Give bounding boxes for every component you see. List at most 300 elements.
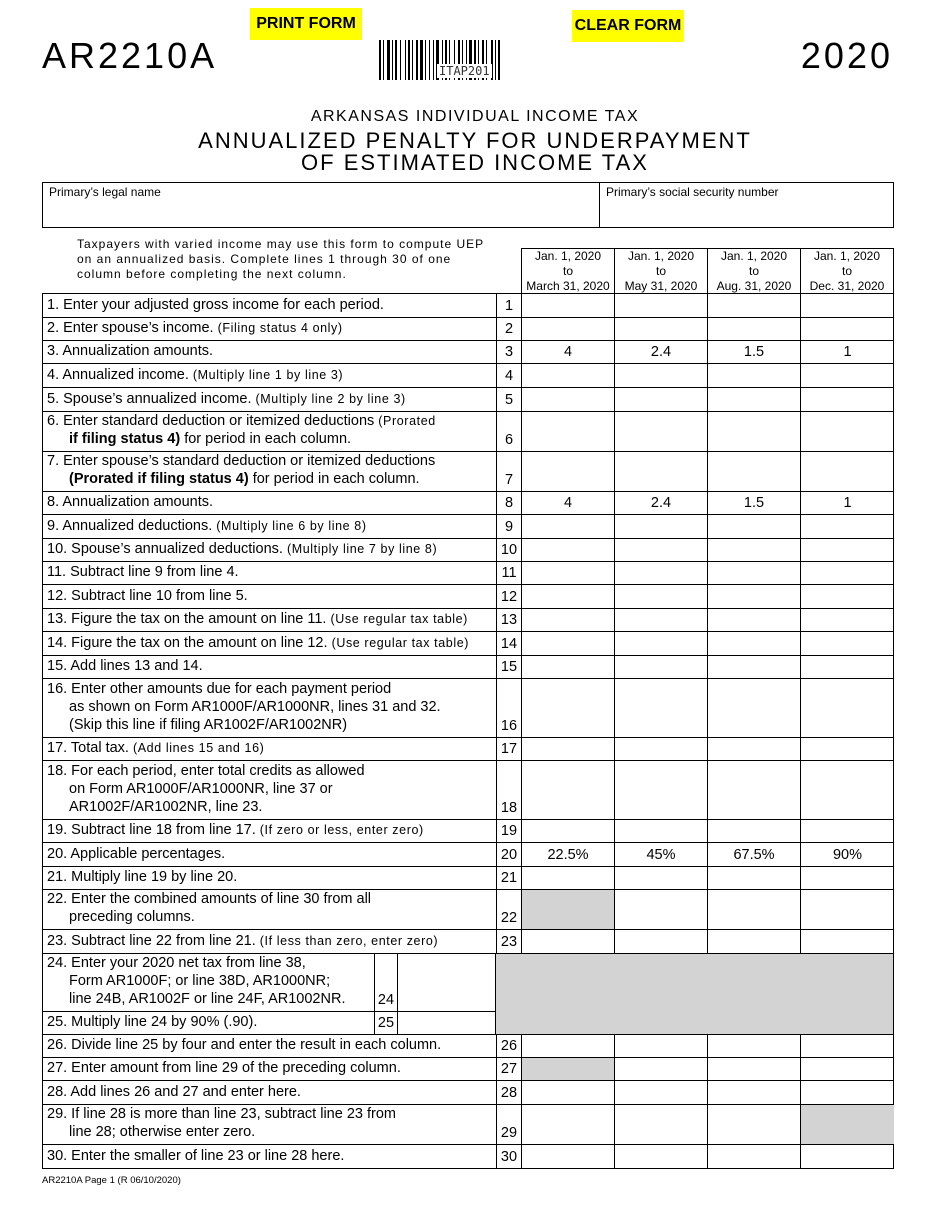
line-21-col-4-cell[interactable] (801, 867, 894, 889)
line-15-col-3-cell[interactable] (708, 656, 801, 678)
table-row (43, 656, 893, 679)
line-label (43, 954, 374, 1011)
line-text: 23. Subtract line 22 from line 21. (47, 933, 256, 949)
line-number-text: 23 (500, 934, 518, 950)
line-label (43, 585, 496, 608)
line-9-col-2-cell[interactable] (615, 515, 708, 538)
line-number-text: 26 (500, 1038, 518, 1054)
line-11-col-2-cell[interactable] (615, 562, 708, 584)
line-label (43, 1145, 496, 1168)
line-1-col-2-cell[interactable] (615, 294, 708, 317)
line-number (496, 341, 522, 363)
line-13-col-2-cell[interactable] (615, 609, 708, 631)
line-15-col-4-cell[interactable] (801, 656, 894, 678)
line-text: for period in each column. (248, 471, 420, 487)
line-27-col-4-cell[interactable] (801, 1058, 894, 1080)
line-5-col-2-cell[interactable] (615, 388, 708, 411)
line-16-col-2-cell[interactable] (615, 679, 708, 737)
line-text: 13. Figure the tax on the amount on line 11. (47, 611, 327, 627)
line-number-text: 18 (500, 800, 518, 816)
line-19-col-4-cell[interactable] (801, 820, 894, 842)
line-text: (Multiply line 7 by line 8) (286, 542, 438, 556)
line-30-col-4-cell[interactable] (801, 1145, 894, 1168)
line-21-col-3-cell[interactable] (708, 867, 801, 889)
line-4-col-1-cell[interactable] (522, 364, 615, 387)
line-number-text: 11 (501, 565, 517, 581)
line-number (496, 843, 522, 866)
line-14-col-1-cell[interactable] (522, 632, 615, 655)
line-text: 16. Enter other amounts due for each payment period (47, 681, 392, 697)
instructions: Taxpayers with varied income may use this form to compute UEP on an annualized basis. Complete lines 1 through 30 of one column before completing the next column. (77, 237, 484, 281)
line-number (496, 388, 522, 411)
table-row (43, 388, 893, 412)
line-13-col-1-cell[interactable] (522, 609, 615, 631)
line-7-col-2-cell[interactable] (615, 452, 708, 491)
cell-value: 90% (832, 847, 863, 863)
line-label (43, 761, 496, 819)
table-row (43, 867, 893, 890)
line-1-col-3-cell[interactable] (708, 294, 801, 317)
line-20-col-1-cell (522, 843, 615, 866)
line-text: 1. Enter your adjusted gross income for each period. (47, 297, 384, 313)
table-row (43, 738, 893, 761)
line-label (43, 539, 496, 561)
line-28-col-2-cell[interactable] (615, 1081, 708, 1104)
line-text: 21. Multiply line 19 by line 20. (47, 869, 238, 885)
line-22-col-4-cell[interactable] (801, 890, 894, 929)
line-number (496, 867, 522, 889)
line-28-col-1-cell[interactable] (522, 1081, 615, 1104)
line-26-col-4-cell[interactable] (801, 1035, 894, 1057)
line-22-col-3-cell[interactable] (708, 890, 801, 929)
line-number-text: 6 (504, 432, 514, 448)
line-text: (Filing status 4 only) (217, 321, 343, 335)
line-number-text: 27 (500, 1061, 518, 1077)
line-text: (Multiply line 6 by line 8) (216, 519, 367, 533)
period-column-header (800, 248, 894, 293)
barcode-text: ITAP201 (439, 64, 490, 78)
table-row (43, 492, 893, 515)
line-17-col-4-cell[interactable] (801, 738, 894, 760)
line-12-col-2-cell[interactable] (615, 585, 708, 608)
title-line-3: OF ESTIMATED INCOME TAX (301, 150, 649, 175)
line-16-col-3-cell[interactable] (708, 679, 801, 737)
line-text: 25. Multiply line 24 by 90% (.90). (47, 1014, 258, 1030)
line-29-col-4-cell (801, 1105, 894, 1144)
line-label (43, 632, 496, 655)
period-column-header (521, 248, 615, 293)
line-number (496, 679, 522, 737)
line-text: (Use regular tax table) (330, 612, 468, 626)
line-text: 3. Annualization amounts. (47, 343, 214, 359)
line-label (43, 452, 496, 491)
line-9-col-3-cell[interactable] (708, 515, 801, 538)
line-text: (Prorated if filing status 4) (69, 471, 249, 487)
line-text: 26. Divide line 25 by four and enter the result in each column. (47, 1037, 442, 1053)
line-30-col-1-cell[interactable] (522, 1145, 615, 1168)
line-text: (Use regular tax table) (331, 636, 470, 650)
period-column-header (614, 248, 708, 293)
line-17-col-3-cell[interactable] (708, 738, 801, 760)
line-text: 22. Enter the combined amounts of line 30 from all (47, 891, 372, 907)
line-number-text: 3 (504, 344, 514, 360)
line-23-col-1-cell[interactable] (522, 930, 615, 953)
primary-ssn-field[interactable] (600, 183, 893, 227)
line-26-col-2-cell[interactable] (615, 1035, 708, 1057)
line-text: (If zero or less, enter zero) (259, 823, 424, 837)
line-8-col-4-cell (801, 492, 894, 514)
period-header-text: March 31, 2020 (526, 279, 610, 293)
line-number (496, 318, 522, 340)
line-text: 15. Add lines 13 and 14. (47, 658, 203, 674)
period-column-header (707, 248, 801, 293)
table-row (43, 820, 893, 843)
line-5-col-3-cell[interactable] (708, 388, 801, 411)
line-15-col-1-cell[interactable] (522, 656, 615, 678)
line-21-col-2-cell[interactable] (615, 867, 708, 889)
line-text: 29. If line 28 is more than line 23, subtract line 23 from (47, 1106, 396, 1122)
line-21-col-1-cell[interactable] (522, 867, 615, 889)
line-18-col-4-cell[interactable] (801, 761, 894, 819)
line-16-col-1-cell[interactable] (522, 679, 615, 737)
line-19-col-2-cell[interactable] (615, 820, 708, 842)
line-number-text: 20 (500, 847, 518, 863)
line-label (43, 1105, 496, 1144)
line-2-col-1-cell[interactable] (522, 318, 615, 340)
table-row (43, 539, 893, 562)
line-25-input[interactable] (398, 1012, 496, 1034)
cell-value: 4 (563, 495, 573, 511)
line-text: (If less than zero, enter zero) (259, 934, 439, 948)
worksheet-table (42, 293, 894, 1169)
line-text: 24. Enter your 2020 net tax from line 38, (47, 955, 306, 971)
table-row (43, 364, 893, 388)
line-text: 18. For each period, enter total credits as allowed (47, 763, 365, 779)
table-row (43, 341, 893, 364)
line-18-col-3-cell[interactable] (708, 761, 801, 819)
line-label (43, 1012, 374, 1034)
period-header-text: Jan. 1, 2020 (720, 249, 788, 263)
line-number-text: 8 (504, 495, 514, 511)
line-text: 20. Applicable percentages. (47, 846, 226, 862)
line-label (43, 294, 496, 317)
line-number-text: 24 (377, 992, 395, 1008)
line-text: if filing status 4) (69, 431, 181, 447)
line-number-text: 16 (500, 718, 518, 734)
line-number (496, 492, 522, 514)
line-6-col-2-cell[interactable] (615, 412, 708, 451)
line-text: line 24B, AR1002F or line 24F, AR1002NR. (69, 991, 346, 1007)
line-text: (Skip this line if filing AR1002F/AR1002NR) (69, 717, 348, 733)
line-text: 14. Figure the tax on the amount on line 12. (47, 635, 328, 651)
line-30-col-3-cell[interactable] (708, 1145, 801, 1168)
line-number (496, 1105, 522, 1144)
line-label (43, 890, 496, 929)
line-7-col-3-cell[interactable] (708, 452, 801, 491)
table-row (43, 294, 893, 318)
line-8-col-1-cell (522, 492, 615, 514)
table-row (43, 843, 893, 867)
line-number-text: 17 (500, 741, 518, 757)
line-number (496, 632, 522, 655)
period-header-text: May 31, 2020 (624, 279, 698, 293)
line-23-col-4-cell[interactable] (801, 930, 894, 953)
line-text: AR1002F/AR1002NR, line 23. (69, 799, 263, 815)
line-26-col-3-cell[interactable] (708, 1035, 801, 1057)
line-14-col-2-cell[interactable] (615, 632, 708, 655)
line-3-col-3-cell (708, 341, 801, 363)
line-4-col-3-cell[interactable] (708, 364, 801, 387)
line-text: 11. Subtract line 9 from line 4. (47, 564, 239, 580)
line-29-col-3-cell[interactable] (708, 1105, 801, 1144)
line-26-col-1-cell[interactable] (522, 1035, 615, 1057)
line-7-col-4-cell[interactable] (801, 452, 894, 491)
line-number (496, 738, 522, 760)
table-row (43, 452, 893, 492)
line-number-text: 2 (504, 321, 514, 337)
line-28-col-4-cell[interactable] (801, 1081, 894, 1104)
table-row (43, 761, 893, 820)
line-12-col-3-cell[interactable] (708, 585, 801, 608)
period-header-text: to (562, 264, 573, 278)
line-6-col-3-cell[interactable] (708, 412, 801, 451)
line-label (43, 388, 496, 411)
line-14-col-3-cell[interactable] (708, 632, 801, 655)
line-label (43, 492, 496, 514)
line-number-text: 9 (504, 519, 514, 535)
line-number (496, 364, 522, 387)
line-number-text: 5 (504, 392, 514, 408)
line-6-col-1-cell[interactable] (522, 412, 615, 451)
line-text: 19. Subtract line 18 from line 17. (47, 822, 256, 838)
name-ssn-box (42, 182, 894, 228)
line-3-col-1-cell (522, 341, 615, 363)
line-6-col-4-cell[interactable] (801, 412, 894, 451)
line-label (43, 867, 496, 889)
line-label (43, 341, 496, 363)
line-18-col-1-cell[interactable] (522, 761, 615, 819)
line-number (496, 890, 522, 929)
line-2-col-4-cell[interactable] (801, 318, 894, 340)
line-20-col-2-cell (615, 843, 708, 866)
line-text: 28. Add lines 26 and 27 and enter here. (47, 1084, 301, 1100)
cell-value: 67.5% (733, 847, 775, 863)
table-row (43, 1058, 893, 1081)
line-number (496, 1058, 522, 1080)
primary-ssn-label: Primary’s social security number (606, 185, 779, 199)
line-11-col-3-cell[interactable] (708, 562, 801, 584)
period-header-text: Jan. 1, 2020 (813, 249, 881, 263)
cell-value: 2.4 (650, 344, 672, 360)
line-23-col-2-cell[interactable] (615, 930, 708, 953)
line-19-col-3-cell[interactable] (708, 820, 801, 842)
line-9-col-1-cell[interactable] (522, 515, 615, 538)
line-29-col-2-cell[interactable] (615, 1105, 708, 1144)
line-text: (Multiply line 1 by line 3) (192, 368, 344, 382)
line-text: 9. Annualized deductions. (47, 518, 213, 534)
table-row (43, 318, 893, 341)
line-text: 17. Total tax. (47, 740, 129, 756)
line-number-text: 13 (500, 612, 518, 628)
line-16-col-4-cell[interactable] (801, 679, 894, 737)
line-number (496, 539, 522, 561)
table-row (43, 632, 893, 656)
line-text: 30. Enter the smaller of line 23 or line 28 here. (47, 1148, 345, 1164)
line-10-col-3-cell[interactable] (708, 539, 801, 561)
line-number (496, 609, 522, 631)
line-10-col-4-cell[interactable] (801, 539, 894, 561)
line-19-col-1-cell[interactable] (522, 820, 615, 842)
title-line-1: ARKANSAS INDIVIDUAL INCOME TAX (310, 108, 640, 125)
line-label (43, 412, 496, 451)
print-form-button[interactable]: PRINT FORM (250, 8, 362, 40)
table-row (43, 890, 893, 930)
line-10-col-1-cell[interactable] (522, 539, 615, 561)
line-10-col-2-cell[interactable] (615, 539, 708, 561)
line-text: as shown on Form AR1000F/AR1000NR, lines 31 and 32. (69, 699, 441, 715)
line-13-col-4-cell[interactable] (801, 609, 894, 631)
line-number-text: 15 (500, 659, 518, 675)
line-14-col-4-cell[interactable] (801, 632, 894, 655)
table-row (43, 930, 893, 954)
line-8-col-2-cell (615, 492, 708, 514)
line-23-col-3-cell[interactable] (708, 930, 801, 953)
line-number (496, 294, 522, 317)
cell-value: 1 (843, 344, 852, 360)
cell-value: 2.4 (650, 495, 672, 511)
period-header-text: Dec. 31, 2020 (809, 279, 885, 293)
line-17-col-1-cell[interactable] (522, 738, 615, 760)
line-11-col-1-cell[interactable] (522, 562, 615, 584)
line-17-col-2-cell[interactable] (615, 738, 708, 760)
line-number (496, 412, 522, 451)
line-4-col-2-cell[interactable] (615, 364, 708, 387)
line-number-text: 10 (500, 542, 518, 558)
line-7-col-1-cell[interactable] (522, 452, 615, 491)
line-label (43, 679, 496, 737)
line-number (496, 930, 522, 953)
table-row (43, 679, 893, 738)
line-number-text: 4 (504, 368, 514, 384)
line-2-col-3-cell[interactable] (708, 318, 801, 340)
cell-value: 4 (563, 344, 573, 360)
line-1-col-4-cell[interactable] (801, 294, 894, 317)
table-row (43, 1081, 893, 1105)
period-header-text: Jan. 1, 2020 (534, 249, 602, 263)
line-text: (Multiply line 2 by line 3) (255, 392, 406, 406)
line-number (496, 761, 522, 819)
line-label (43, 562, 496, 584)
line-4-col-4-cell[interactable] (801, 364, 894, 387)
period-header-text: to (748, 264, 759, 278)
line-number (496, 1035, 522, 1057)
line-29-col-1-cell[interactable] (522, 1105, 615, 1144)
line-number-text: 22 (500, 910, 518, 926)
line-label (43, 1058, 496, 1080)
line-8-col-3-cell (708, 492, 801, 514)
line-5-col-1-cell[interactable] (522, 388, 615, 411)
line-13-col-3-cell[interactable] (708, 609, 801, 631)
page-footer: AR2210A Page 1 (R 06/10/2020) (42, 1175, 181, 1186)
line-15-col-2-cell[interactable] (615, 656, 708, 678)
line-label (43, 515, 496, 538)
line-text: 12. Subtract line 10 from line 5. (47, 588, 248, 604)
line-22-col-2-cell[interactable] (615, 890, 708, 929)
clear-form-button[interactable]: CLEAR FORM (572, 10, 684, 42)
line-label (43, 1081, 496, 1104)
line-1-col-1-cell[interactable] (522, 294, 615, 317)
line-2-col-2-cell[interactable] (615, 318, 708, 340)
line-text: 4. Annualized income. (47, 367, 189, 383)
line-label (43, 1035, 496, 1057)
line-text: on Form AR1000F/AR1000NR, line 37 or (69, 781, 333, 797)
line-number-text: 1 (504, 298, 514, 314)
table-row (43, 1105, 893, 1145)
line-number-text: 7 (504, 472, 514, 488)
cell-value: 22.5% (547, 847, 589, 863)
line-number (496, 656, 522, 678)
line-text: 6. Enter standard deduction or itemized deductions (47, 413, 375, 429)
line-text: for period in each column. (180, 431, 352, 447)
line-number-text: 29 (500, 1125, 518, 1141)
line-12-col-4-cell[interactable] (801, 585, 894, 608)
line-text: preceding columns. (69, 909, 195, 925)
line-number (496, 585, 522, 608)
line-label (43, 656, 496, 678)
line-18-col-2-cell[interactable] (615, 761, 708, 819)
line-number (496, 562, 522, 584)
line-number-text: 25 (377, 1015, 395, 1031)
tax-year: 2020 (800, 35, 893, 76)
line-text: 8. Annualization amounts. (47, 494, 214, 510)
line-number (496, 1081, 522, 1104)
line-24-input[interactable] (398, 954, 496, 1011)
line-text: 10. Spouse’s annualized deductions. (47, 541, 283, 557)
table-row (43, 609, 893, 632)
line-number (496, 1145, 522, 1168)
line-number (374, 954, 398, 1011)
line-number-text: 30 (500, 1149, 518, 1165)
primary-name-field[interactable] (43, 183, 600, 227)
line-5-col-4-cell[interactable] (801, 388, 894, 411)
line-12-col-1-cell[interactable] (522, 585, 615, 608)
line-27-col-3-cell[interactable] (708, 1058, 801, 1080)
period-header-text: Jan. 1, 2020 (627, 249, 695, 263)
line-28-col-3-cell[interactable] (708, 1081, 801, 1104)
line-text: 2. Enter spouse’s income. (47, 320, 214, 336)
line-22-col-1-cell (522, 890, 615, 929)
line-20-col-3-cell (708, 843, 801, 866)
table-row (43, 1035, 893, 1058)
primary-name-label: Primary’s legal name (49, 185, 161, 199)
line-9-col-4-cell[interactable] (801, 515, 894, 538)
line-number-text: 14 (500, 636, 518, 652)
line-27-col-2-cell[interactable] (615, 1058, 708, 1080)
period-header-text: Aug. 31, 2020 (716, 279, 792, 293)
period-header-text: to (841, 264, 852, 278)
line-number-text: 28 (500, 1085, 518, 1101)
line-3-col-4-cell (801, 341, 894, 363)
line-text: 7. Enter spouse’s standard deduction or itemized deductions (47, 453, 436, 469)
line-label (43, 820, 496, 842)
line-label (43, 930, 496, 953)
line-11-col-4-cell[interactable] (801, 562, 894, 584)
line-label (43, 738, 496, 760)
table-row (43, 562, 893, 585)
line-30-col-2-cell[interactable] (615, 1145, 708, 1168)
line-text: 27. Enter amount from line 29 of the preceding column. (47, 1060, 401, 1076)
cell-value: 1.5 (743, 495, 765, 511)
